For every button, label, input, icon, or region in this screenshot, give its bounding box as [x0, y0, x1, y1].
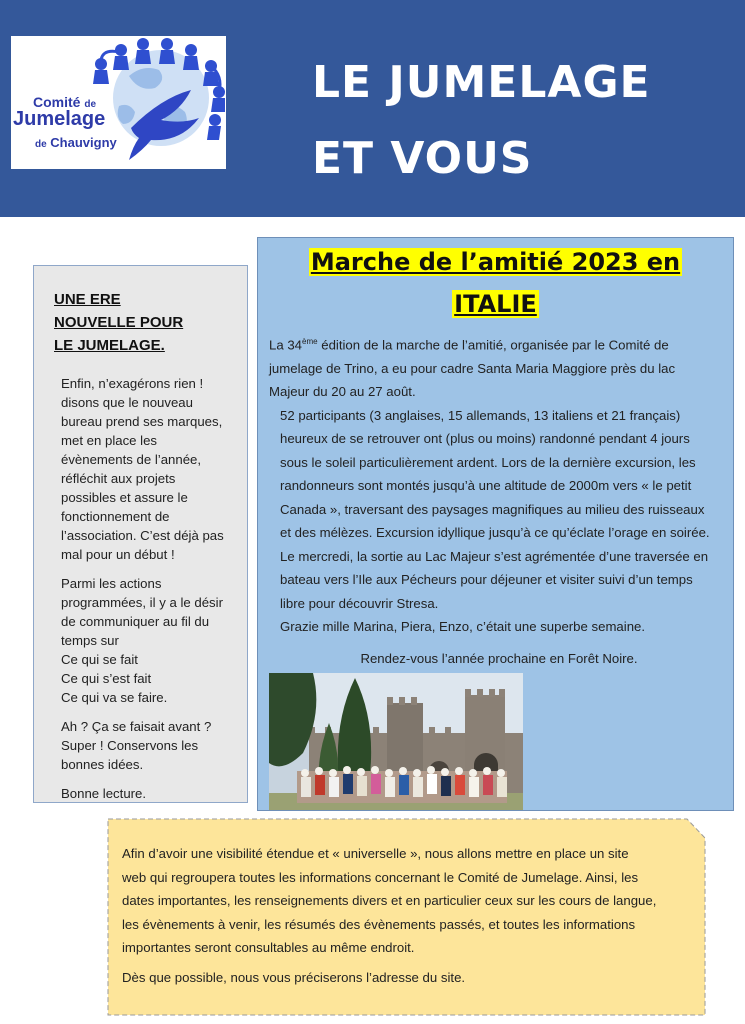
- notice-paragraph: Afin d’avoir une visibilité étendue et « universelle », nous allons mettre en place un site web qui regroupera toutes les informations concernant le Comité de Jumelage. Ainsi, les dates importantes, les renseignements divers et en particulier ceux sur les cours de langue, les évènements à venir, les résumés des évènements passés, et toutes les informations importantes seront consultables au même endroit.: [122, 846, 657, 955]
- sidebar-paragraph: Bonne lecture.: [61, 786, 147, 801]
- sidebar-box: [33, 265, 248, 803]
- logo-line-jumelage: Jumelage: [13, 108, 106, 130]
- title-line-1: LE JUMELAGE: [312, 57, 651, 108]
- article-box: [257, 237, 734, 811]
- sidebar-paragraph: Ah ? Ça se faisait avant ? Super ! Conservons les bonnes idées.: [61, 719, 212, 772]
- notice-text: [122, 842, 697, 989]
- sidebar-text: [61, 374, 241, 813]
- page-title: [312, 55, 651, 187]
- notice-paragraph: Dès que possible, nous vous préciserons l’adresse du site.: [122, 969, 466, 985]
- logo-line-comite: Comité de: [33, 94, 97, 110]
- sidebar-heading: UNE ERE NOUVELLE POUR LE JUMELAGE.: [54, 291, 184, 354]
- article-closing: Rendez-vous l’année prochaine en Forêt Noire.: [360, 650, 638, 666]
- website-notice: [107, 818, 706, 1016]
- sidebar-paragraph: Parmi les actions programmées, il y a le désir de communiquer au fil du temps sur Ce qui se fait Ce qui s’est fait Ce qui va se faire.: [61, 576, 223, 705]
- logo: [11, 36, 226, 169]
- group-photo-image-icon: [269, 673, 523, 810]
- logo-line-chauvigny: de Chauvigny: [35, 135, 117, 150]
- article-title-line-1: Marche de l’amitié 2023 en: [310, 248, 681, 276]
- header-banner: [0, 0, 745, 217]
- title-line-2: ET VOUS: [312, 133, 533, 184]
- article-text: La 34ème édition de la marche de l’amitié, organisée par le Comité de jumelage de Trino, a eu pour cadre Santa Maria Maggiore près du lac Majeur du 20 au 27 août. 52 participants (3 anglaises, 15 allemands, 13 italiens et 21 français) heureux de se retrouver ont (plus ou moins) randonné pendant 4 jours sous le soleil particulièrement ardent. Lors de la dernière excursion, les randonneurs sont montés jusqu’à une altitude de 2000m vers « le petit Canada », traversant des paysages magnifiques au milieu des ruisseaux et des mélèzes. Excursion idyllique jusqu’à ce qu’éclate l’orage en soirée. Le mercredi, la sortie au Lac Majeur s’est agrémentée d’une traversée en bateau vers l’Ile aux Pécheurs pour déjeuner et visiter suivi d’un temps libre pour découvrir Stresa. Grazie mille Marina, Piera, Enzo, c’était une superbe semaine. Rendez-vous l’année prochaine en Forêt Noire.: [269, 330, 729, 670]
- sidebar-paragraph: Enfin, n’exagérons rien ! disons que le nouveau bureau prend ses marques, met en place les évènements de l’année, réfléchit aux projets possibles et assure le fonctionnement de l’association. C’est déjà pas mal pour un début !: [61, 376, 224, 562]
- group-photo: [269, 673, 523, 810]
- article-title-line-2: ITALIE: [454, 290, 537, 318]
